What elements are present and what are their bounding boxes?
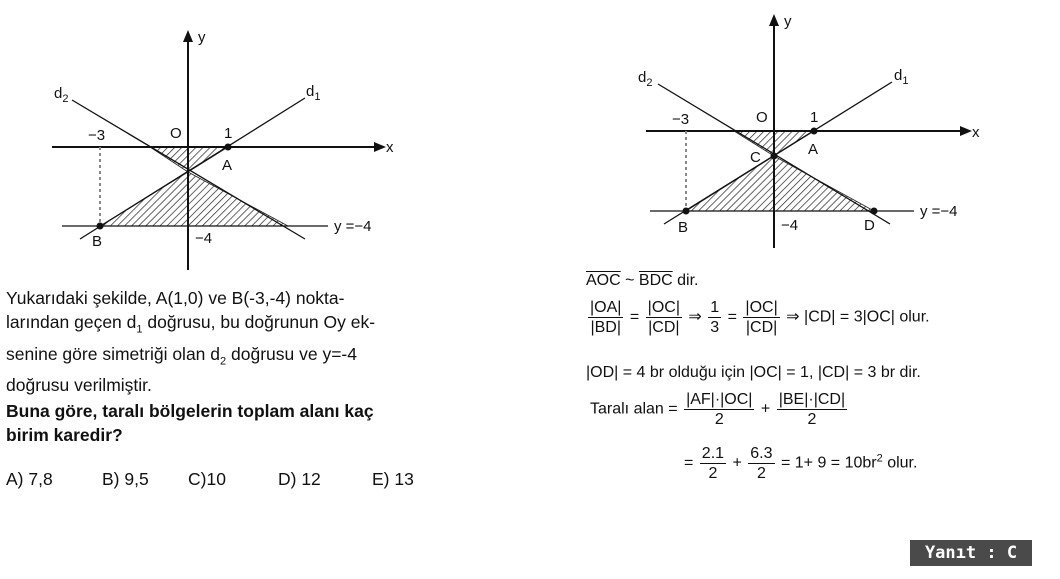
question-line-4: doğrusu verilmiştir.	[6, 375, 152, 395]
x-label: x	[972, 124, 980, 141]
similarity-line: $\overline{AOC}$ ~ $\overline{BDC}$ dir.	[586, 272, 699, 289]
question-line-2: larından geçen $d_1$ doğrusu, bu doğrunun Oy ek-	[6, 312, 376, 336]
choice-e[interactable]: E) 13	[372, 469, 414, 489]
choice-b[interactable]: B) 9,5	[102, 469, 149, 489]
one-label: 1	[810, 109, 819, 126]
point-d	[871, 208, 878, 215]
minus4-label: −4	[195, 230, 213, 247]
ratio-line: $\frac{|OA|}{|BD|}$ = $\frac{|OC|}{|CD|}$ ⇒ $\frac{1}{3}$ = $\frac{|OC|}{|CD|}$ ⇒ |CD| = 3|OC| olur.	[590, 299, 930, 336]
area-line: Taralı alan = $\frac{|AF|\cdot|OC|}{2}$ + $\frac{|BE|\cdot|CD|}{2}$	[590, 391, 846, 428]
shaded-triangle-bottom	[686, 156, 874, 211]
d1-label: $d_1$	[306, 83, 321, 103]
right-graph	[620, 6, 1000, 256]
d1-label: $d_1$	[894, 67, 909, 87]
a-label: A	[222, 157, 233, 174]
question-text	[6, 286, 466, 447]
origin-label: O	[756, 109, 768, 126]
y-label: y	[198, 29, 206, 46]
minus4-label: −4	[781, 217, 799, 234]
d-label: D	[864, 217, 875, 234]
y-axis-arrow	[769, 14, 779, 26]
b-label: B	[678, 219, 689, 236]
answer-badge: Yanıt : C	[910, 540, 1032, 566]
y-label: y	[784, 13, 792, 30]
minus3-label: −3	[88, 127, 106, 144]
x-axis-arrow	[374, 142, 386, 152]
point-a	[225, 144, 232, 151]
origin-label: O	[170, 125, 182, 142]
d2-label: $d_2$	[54, 85, 69, 105]
od-line: |OD| = 4 br olduğu için |OC| = 1, |CD| = 3 br dir.	[586, 364, 921, 381]
x-label: x	[386, 139, 394, 156]
minus3-label: −3	[672, 111, 690, 128]
point-b	[97, 223, 104, 230]
one-label: 1	[224, 125, 233, 142]
left-graph	[40, 20, 400, 280]
d2-label: $d_2$	[638, 69, 653, 89]
choice-d[interactable]: D) 12	[278, 469, 321, 489]
question-bold-1: Buna göre, taralı bölgelerin toplam alanı kaç	[6, 401, 374, 421]
question-bold-2: birim karedir?	[6, 425, 123, 445]
line-eq-label: y =−4	[334, 218, 372, 235]
choice-a[interactable]: A) 7,8	[6, 469, 53, 489]
shaded-triangle-bottom	[100, 172, 288, 226]
choice-c[interactable]: C)10	[188, 469, 226, 489]
point-c	[771, 153, 778, 160]
y-axis-arrow	[183, 30, 193, 42]
point-a	[811, 128, 818, 135]
question-line-1: Yukarıdaki şekilde, A(1,0) ve B(-3,-4) nokta-	[6, 288, 345, 308]
c-label: C	[750, 149, 761, 166]
a-label: A	[808, 141, 819, 158]
point-b	[683, 208, 690, 215]
result-line: = $\frac{2.1}{2}$ + $\frac{6.3}{2}$ = $1+ 9 = 10br^2$ olur.	[684, 445, 918, 482]
b-label: B	[92, 233, 103, 250]
line-eq-label: y =−4	[920, 203, 958, 220]
question-line-3: senine göre simetriği olan $d_2$ doğrusu ve y=-4	[6, 343, 357, 367]
x-axis-arrow	[960, 126, 972, 136]
